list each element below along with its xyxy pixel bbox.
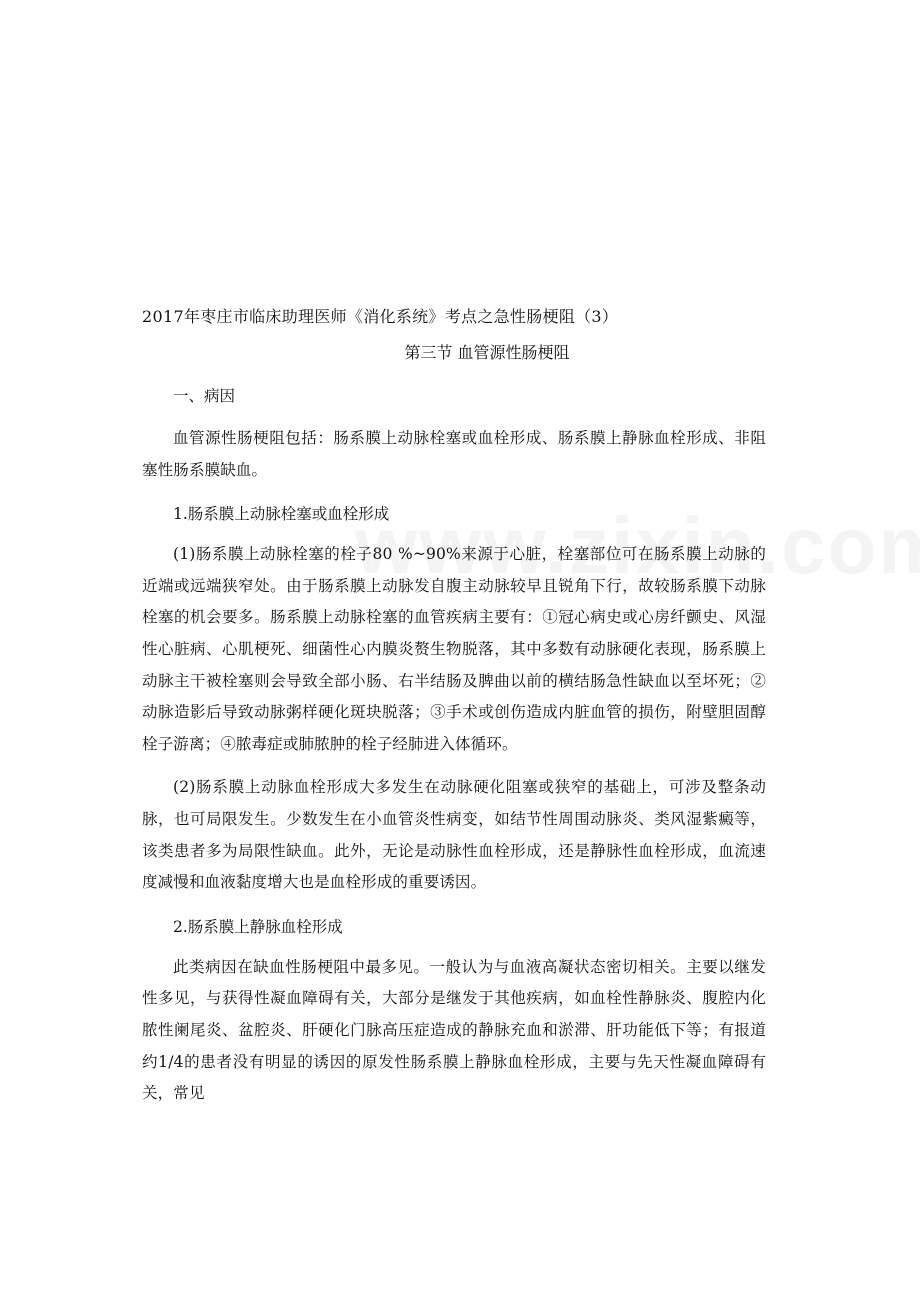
heading-arterial-embolism: 1.肠系膜上动脉栓塞或血栓形成: [173, 505, 390, 524]
paragraph-overview: 血管源性肠梗阻包括：肠系膜上动脉栓塞或血栓形成、肠系膜上静脉血栓形成、非阻塞性肠系膜缺血。: [142, 429, 766, 479]
heading-venous-thrombosis: 2.肠系膜上静脉血栓形成: [173, 917, 343, 936]
heading-etiology: 一、病因: [173, 387, 236, 405]
paragraph-venous-thrombosis: 此类病因在缺血性肠梗阻中最多见。一般认为与血液高凝状态密切相关。主要以继发性多见，与获得性凝血障碍有关，大部分是继发于其他疾病，如血栓性静脉炎、腹腔内化脓性阑尾炎、盆腔炎、肝硬化门脉高压症造成的静脉充血和淤滞、肝功能低下等；有报道约1/4的患者没有明显的诱因的原发性肠系膜上静脉血栓形成，主要与先天性凝血障碍有关，常见: [142, 957, 766, 1103]
section-title: 第三节 血管源性肠梗阻: [404, 343, 570, 362]
document-body: [142, 304, 766, 1110]
document-title: 2017年枣庄市临床助理医师《消化系统》考点之急性肠梗阻（3）: [142, 307, 619, 326]
paragraph-thrombosis: (2)肠系膜上动脉血栓形成大多发生在动脉硬化阻塞或狭窄的基础上，可涉及整条动脉，也可局限发生。少数发生在小血管炎性病变，如结节性周围动脉炎、类风湿紫癜等，该类患者多为局限性缺血。此外，无论是动脉性血栓形成，还是静脉性血栓形成，血流速度减慢和血液黏度增大也是血栓形成的重要诱因。: [142, 778, 766, 892]
paragraph-embolism: (1)肠系膜上动脉栓塞的栓子80 %~90%来源于心脏，栓塞部位可在肠系膜上动脉的近端或远端狭窄处。由于肠系膜上动脉发自腹主动脉较早且锐角下行，故较肠系膜下动脉栓塞的机会要多。肠系膜上动脉栓塞的血管疾病主要有：①冠心病史或心房纤颤史、风湿性心脏病、心肌梗死、细菌性心内膜炎赘生物脱落，其中多数有动脉硬化表现，肠系膜上动脉主干被栓塞则会导致全部小肠、右半结肠及脾曲以前的横结肠急性缺血以至坏死；②动脉造影后导致动脉粥样硬化斑块脱落；③手术或创伤造成内脏血管的损伤，附壁胆固醇栓子游离；④脓毒症或肺脓肿的栓子经肺进入体循环。: [142, 545, 766, 753]
